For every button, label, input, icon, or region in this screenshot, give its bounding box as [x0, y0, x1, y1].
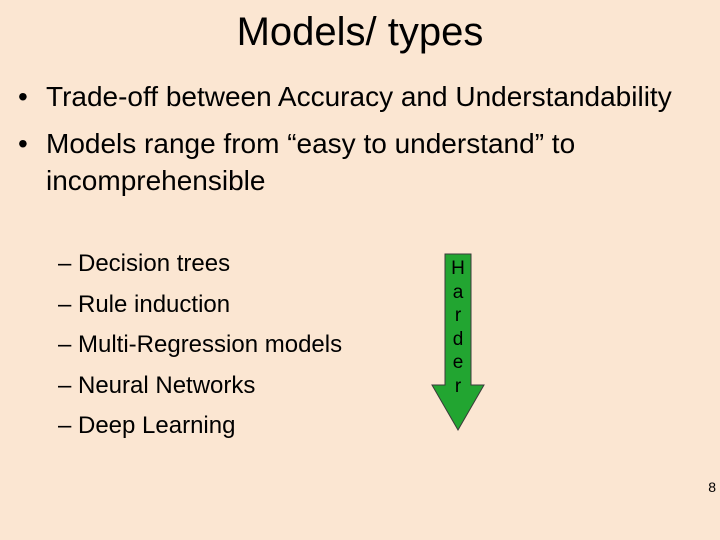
dash-marker: –	[58, 371, 72, 399]
model-list-item	[58, 406, 342, 447]
bullet-marker: •	[18, 81, 28, 112]
arrow-label: H a r d e r	[451, 258, 465, 397]
dash-marker: –	[58, 331, 72, 358]
bullet-text: Models range from “easy to understand” to incomprehensible	[46, 128, 576, 196]
model-list-item	[58, 244, 342, 285]
page-number: 8	[708, 479, 716, 495]
model-list	[58, 244, 342, 447]
bullet-list	[18, 78, 698, 209]
bullet-item	[18, 78, 698, 115]
bullet-text: Trade-off between Accuracy and Understandability	[46, 81, 672, 112]
model-name: Rule induction	[78, 290, 231, 318]
model-name: Multi-Regression models	[78, 331, 343, 358]
harder-arrow	[431, 253, 485, 431]
bullet-marker: •	[18, 128, 28, 159]
model-list-item	[58, 366, 342, 407]
model-list-item	[58, 325, 342, 366]
model-list-item	[58, 285, 342, 326]
model-name: Neural Networks	[78, 371, 256, 399]
bullet-item	[18, 125, 698, 199]
dash-marker: –	[58, 250, 72, 277]
slide-title: Models/ types	[236, 10, 484, 54]
model-name: Deep Learning	[78, 412, 236, 439]
dash-marker: –	[58, 412, 72, 439]
dash-marker: –	[58, 290, 72, 318]
model-name: Decision trees	[78, 250, 231, 277]
